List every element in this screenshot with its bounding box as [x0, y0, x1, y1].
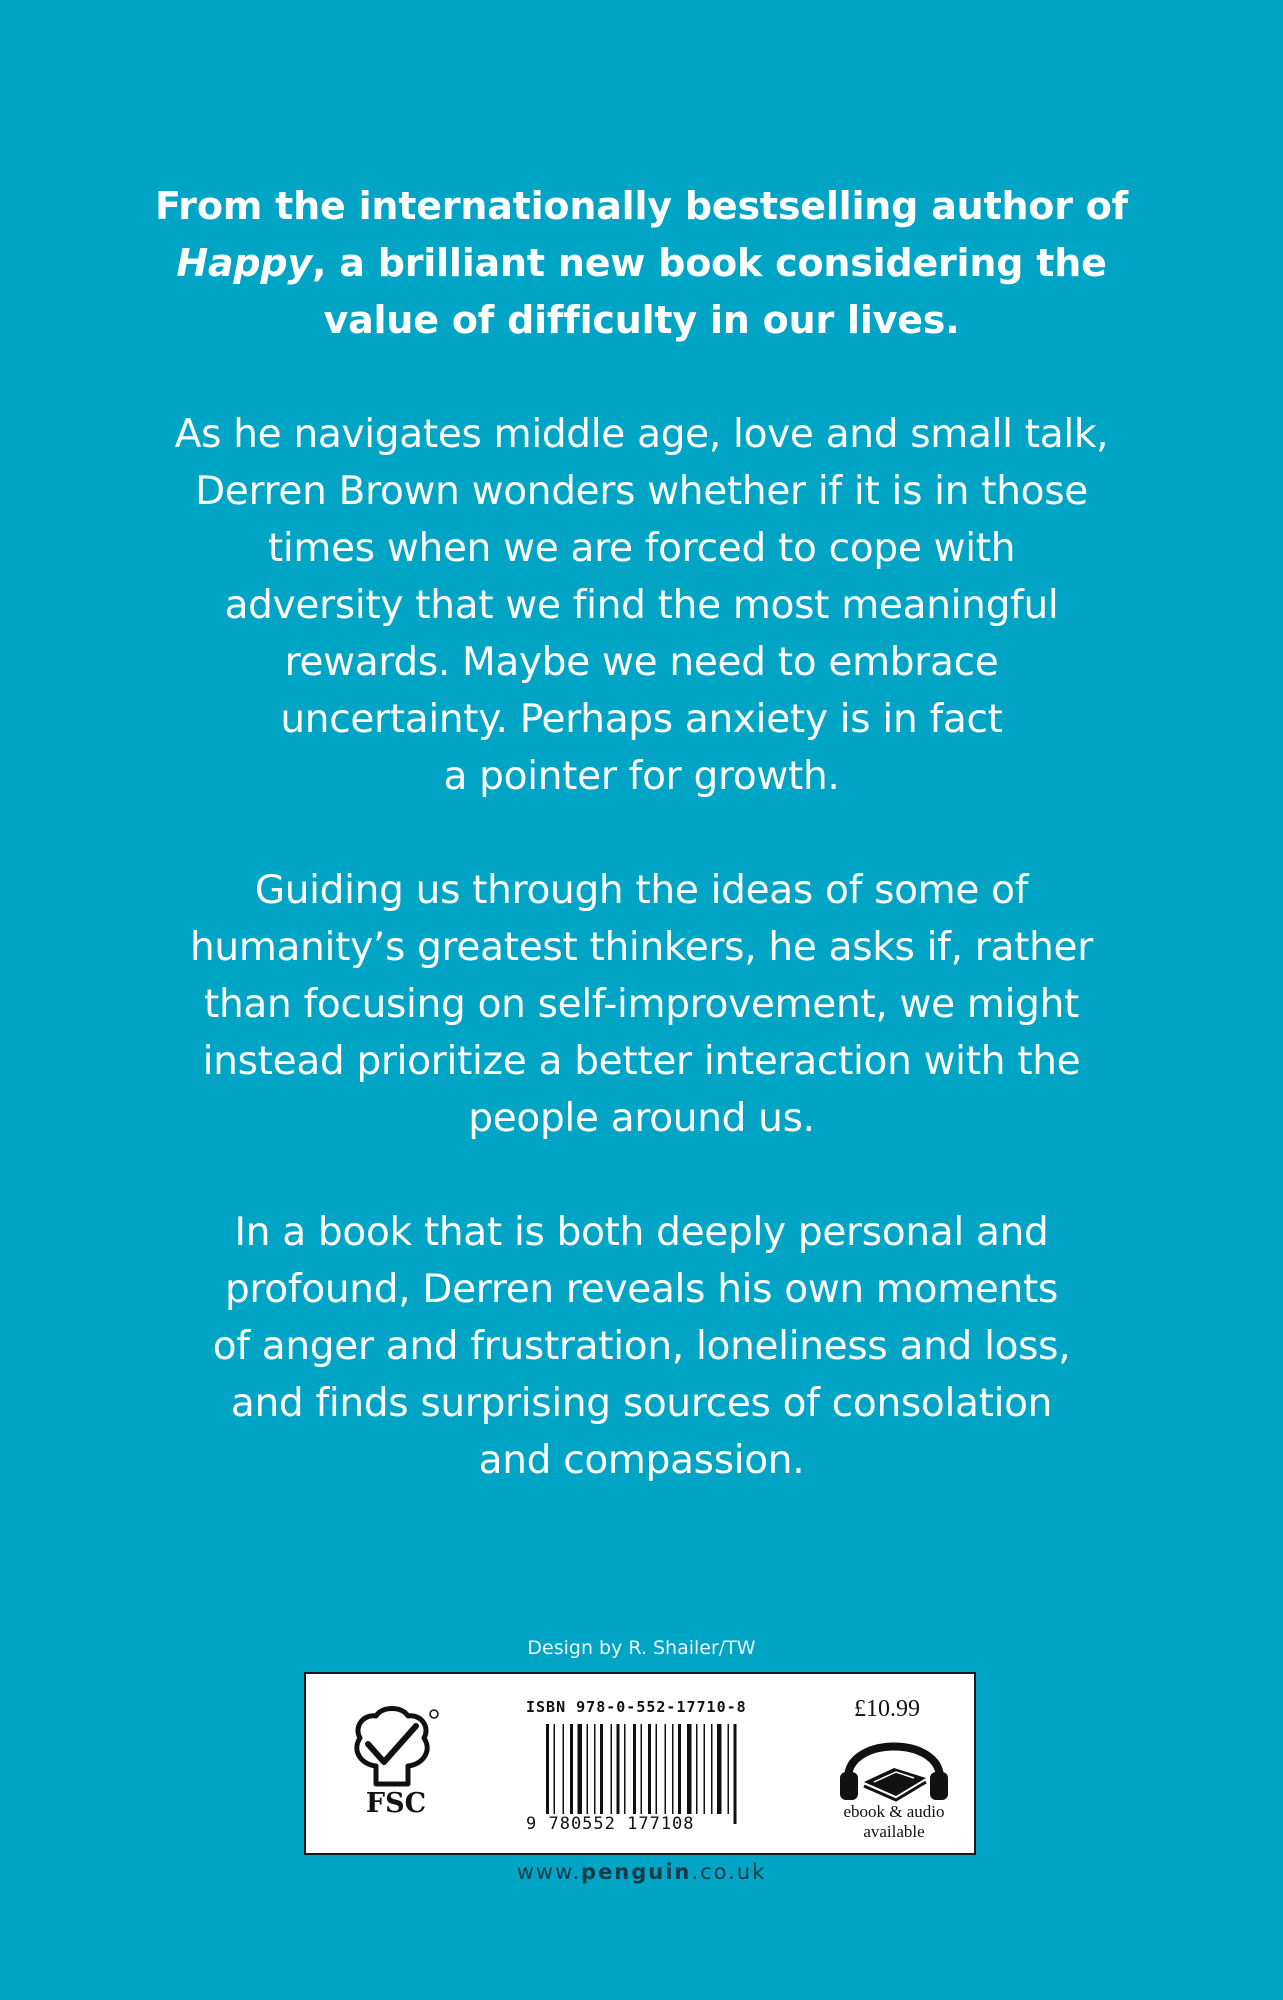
barcode-digits: 9 780552 177108 [526, 1814, 695, 1834]
paragraph-line: profound, Derren reveals his own moments [224, 1267, 1059, 1312]
barcode-bar [587, 1724, 589, 1814]
barcode-bar [641, 1724, 643, 1824]
paragraph-line: and compassion. [478, 1438, 805, 1483]
barcode-bar [687, 1724, 692, 1814]
url-suffix: .co.uk [691, 1860, 767, 1884]
barcode-bar [563, 1724, 565, 1814]
availability-line-1: ebook & audio [843, 1802, 945, 1821]
lead-blurb [120, 178, 1163, 349]
barcode-bar [656, 1724, 658, 1814]
paragraph-line: than focusing on self-improvement, we might [203, 982, 1080, 1027]
paragraph-line: adversity that we find the most meaningful [224, 583, 1059, 628]
paragraph-line: Guiding us through the ideas of some of [254, 868, 1029, 913]
fsc-label: FSC [365, 1788, 427, 1819]
paragraph-guiding [120, 862, 1163, 1147]
isbn-text: ISBN 978-0-552-17710-8 [526, 1698, 747, 1716]
availability-line-2: available [863, 1822, 925, 1841]
barcode-bar [665, 1724, 667, 1814]
paragraph-line: a pointer for growth. [443, 754, 840, 799]
design-credit: Design by R. Shailer/TW [527, 1637, 756, 1659]
paragraph-line: times when we are forced to cope with [267, 526, 1016, 571]
barcode-bar [648, 1724, 651, 1814]
barcode-bar [734, 1724, 737, 1824]
paragraph-line: instead prioritize a better interaction with the [202, 1039, 1081, 1084]
barcode-bar [624, 1724, 626, 1814]
fsc-logo [346, 1706, 446, 1826]
barcode-bar [678, 1724, 681, 1814]
availability-note [814, 1802, 974, 1842]
barcode-icon [544, 1724, 752, 1824]
paragraph-line: humanity’s greatest thinkers, he asks if, rather [190, 925, 1093, 970]
price: £10.99 [854, 1696, 920, 1722]
barcode-bar [717, 1724, 722, 1814]
url-brand: penguin [581, 1860, 692, 1884]
paragraph-line: rewards. Maybe we need to embrace [284, 640, 999, 685]
paragraph-personal [120, 1204, 1163, 1489]
lead-line-1: From the internationally bestselling author of [154, 184, 1129, 228]
barcode-bar [611, 1724, 613, 1814]
headphones-book-icon [834, 1726, 954, 1806]
paragraph-line: people around us. [468, 1096, 815, 1141]
url-prefix: www. [516, 1860, 582, 1884]
website-url[interactable] [0, 1860, 1283, 1884]
paragraph-line: and finds surprising sources of consolation [230, 1381, 1053, 1426]
lead-line-2-rest: , a brilliant new book considering the [311, 241, 1107, 285]
barcode-bar [617, 1724, 620, 1814]
lead-line-2 [120, 235, 1163, 292]
paragraph-line: uncertainty. Perhaps anxiety is in fact [280, 697, 1003, 742]
barcode-bar [696, 1724, 698, 1814]
barcode-bar [728, 1724, 730, 1814]
paragraph-line: of anger and frustration, loneliness and loss, [212, 1324, 1071, 1369]
barcode-bar [672, 1724, 674, 1814]
barcode-bar [554, 1724, 556, 1824]
paragraph-line: Derren Brown wonders whether if it is in those [195, 469, 1088, 514]
barcode-bar [570, 1724, 573, 1814]
barcode-bar [711, 1724, 713, 1814]
lead-line-3: value of difficulty in our lives. [323, 298, 960, 342]
barcode-bar [633, 1724, 636, 1814]
barcode-bar [600, 1724, 603, 1814]
barcode-bar [546, 1724, 549, 1824]
barcode-bar [704, 1724, 706, 1814]
book-title-happy: Happy [176, 241, 312, 285]
barcode-panel [304, 1672, 976, 1855]
barcode-bar [578, 1724, 583, 1814]
barcode-bar [594, 1724, 596, 1814]
paragraph-line: In a book that is both deeply personal and [234, 1210, 1049, 1255]
paragraph-navigates [120, 406, 1163, 805]
paragraph-line: As he navigates middle age, love and small talk, [174, 412, 1109, 457]
fsc-tree-icon [346, 1706, 446, 1790]
